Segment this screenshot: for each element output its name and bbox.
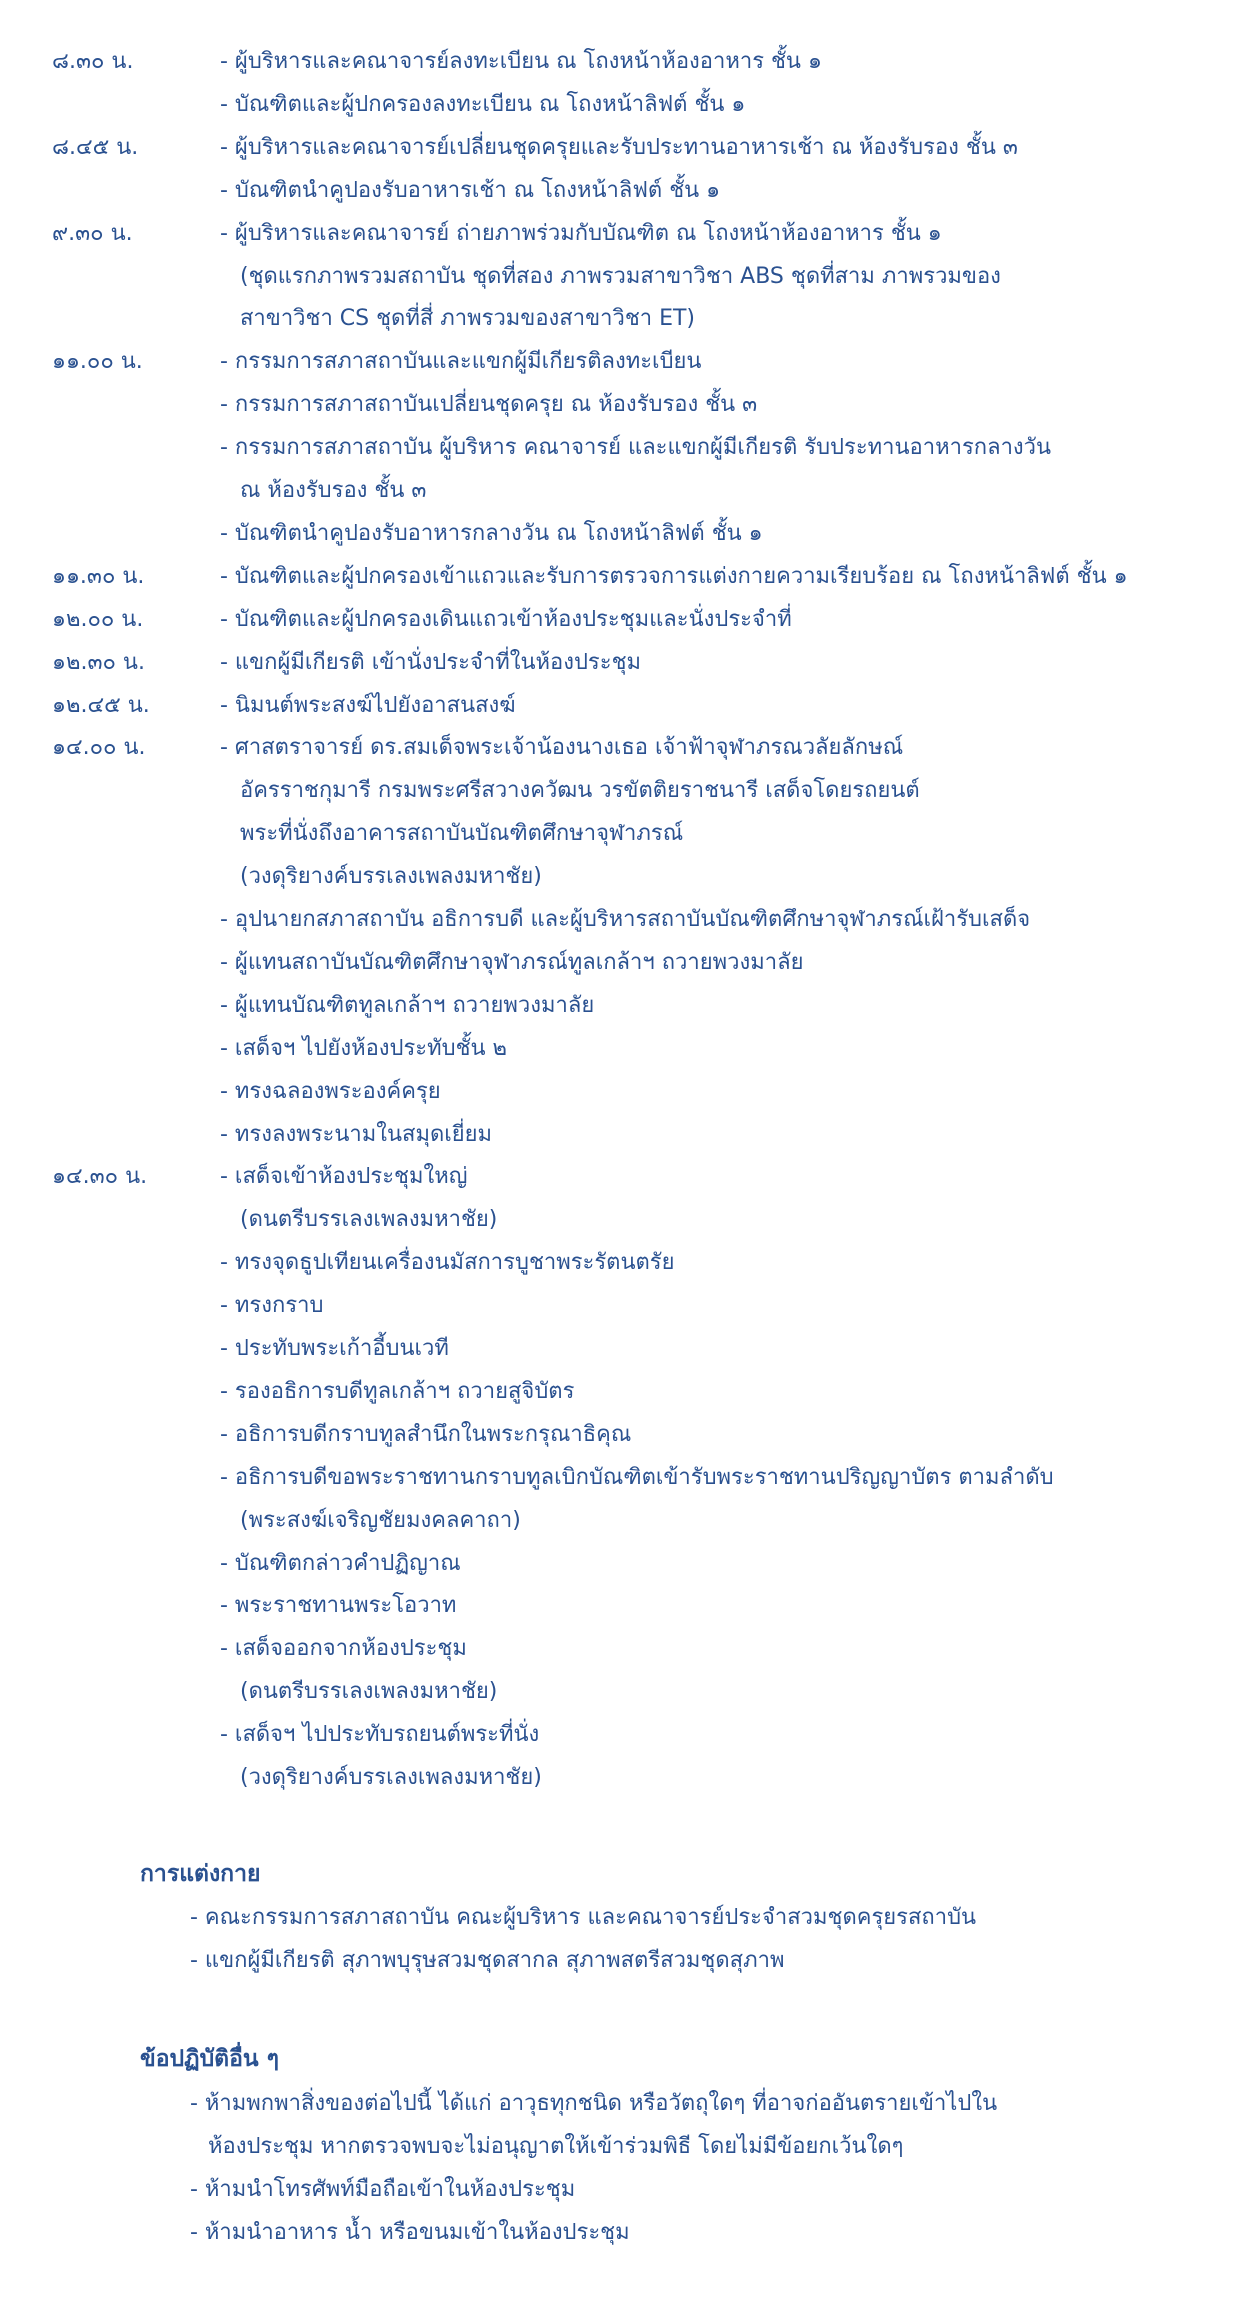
schedule-item-text: - เสด็จเข้าห้องประชุมใหญ่	[220, 1164, 468, 1190]
schedule-row	[0, 383, 1246, 426]
schedule-row	[0, 1284, 1246, 1327]
schedule-item-text: - ผู้บริหารและคณาจารย์ลงทะเบียน ณ โถงหน้าห้องอาหาร ชั้น ๑	[220, 49, 822, 74]
schedule-row	[0, 1670, 1246, 1713]
schedule-item-text: - ประทับพระเก้าอี้บนเวที	[220, 1336, 449, 1361]
schedule-item-text: - เสด็จออกจากห้องประชุม	[220, 1636, 467, 1662]
schedule-row	[0, 469, 1246, 512]
schedule-row	[0, 555, 1246, 598]
rules-item-text: - ห้ามนำโทรศัพท์มือถือเข้าในห้องประชุม	[190, 2176, 576, 2202]
schedule-time: ๘.๓๐ น.	[52, 49, 134, 74]
attire-item-text: - แขกผู้มีเกียรติ สุภาพบุรุษสวมชุดสากล สุภาพสตรีสวมชุดสุภาพ	[190, 1947, 785, 1973]
schedule-row	[0, 1499, 1246, 1542]
rules-heading: ข้อปฏิบัติอื่น ๆ	[140, 2046, 280, 2072]
schedule-item-text: - พระราชทานพระโอวาท	[220, 1593, 457, 1619]
schedule-row	[0, 598, 1246, 641]
schedule-item-text: - นิมนต์พระสงฆ์ไปยังอาสนสงฆ์	[220, 692, 516, 718]
schedule-item-text: - อธิการบดีกราบทูลสำนึกในพระกรุณาธิคุณ	[220, 1421, 632, 1447]
schedule-continuation-text: (ดนตรีบรรเลงเพลงมหาชัย)	[240, 1679, 498, 1705]
schedule-item-text: - ผู้แทนสถาบันบัณฑิตศึกษาจุฬาภรณ์ทูลเกล้าฯ ถวายพวงมาลัย	[220, 949, 804, 975]
schedule-continuation-text: (วงดุริยางค์บรรเลงเพลงมหาชัย)	[240, 1765, 542, 1790]
schedule-row	[0, 426, 1246, 469]
schedule-continuation-text: (พระสงฆ์เจริญชัยมงคลคาถา)	[240, 1507, 521, 1533]
schedule-item-text: - ผู้แทนบัณฑิตทูลเกล้าฯ ถวายพวงมาลัย	[220, 992, 595, 1018]
schedule-time: ๑๔.๓๐ น.	[52, 1164, 148, 1190]
schedule-row	[0, 1756, 1246, 1799]
schedule-row	[0, 984, 1246, 1027]
schedule-item-text: - กรรมการสภาสถาบัน ผู้บริหาร คณาจารย์ และแขกผู้มีเกียรติ รับประทานอาหารกลางวัน	[220, 435, 1052, 461]
schedule-continuation-text: (วงดุริยางค์บรรเลงเพลงมหาชัย)	[240, 864, 542, 890]
schedule-row	[0, 169, 1246, 212]
schedule-row	[0, 1713, 1246, 1756]
attire-heading: การแต่งกาย	[140, 1861, 261, 1887]
attire-row	[0, 1939, 1246, 1982]
schedule-row	[0, 898, 1246, 941]
rules-row	[0, 2168, 1246, 2211]
schedule-time: ๑๑.๐๐ น.	[52, 349, 143, 375]
rules-row	[0, 2125, 1246, 2168]
schedule-item-text: - บัณฑิตนำคูปองรับอาหารเช้า ณ โถงหน้าลิฟต์ ชั้น ๑	[220, 177, 721, 203]
schedule-item-text: - เสด็จฯ ไปยังห้องประทับชั้น ๒	[220, 1035, 508, 1061]
schedule-item-text: - ศาสตราจารย์ ดร.สมเด็จพระเจ้าน้องนางเธอ เจ้าฟ้าจุฬาภรณวลัยลักษณ์	[220, 735, 904, 761]
schedule-item-text: - ผู้บริหารและคณาจารย์ ถ่ายภาพร่วมกับบัณฑิต ณ โถงหน้าห้องอาหาร ชั้น ๑	[220, 220, 942, 246]
schedule-continuation-text: พระที่นั่งถึงอาคารสถาบันบัณฑิตศึกษาจุฬาภรณ์	[240, 821, 684, 847]
schedule-row	[0, 641, 1246, 684]
schedule-item-text: - บัณฑิตและผู้ปกครองเดินแถวเข้าห้องประชุมและนั่งประจำที่	[220, 606, 792, 632]
attire-item-text: - คณะกรรมการสภาสถาบัน คณะผู้บริหาร และคณาจารย์ประจำสวมชุดครุยรสถาบัน	[190, 1905, 977, 1930]
schedule-row	[0, 126, 1246, 169]
rules-item-text: ห้องประชุม หากตรวจพบจะไม่อนุญาตให้เข้าร่วมพิธี โดยไม่มีข้อยกเว้นใดๆ	[208, 2133, 904, 2159]
schedule-item-text: - อธิการบดีขอพระราชทานกราบทูลเบิกบัณฑิตเข้ารับพระราชทานปริญญาบัตร ตามลำดับ	[220, 1464, 1054, 1490]
schedule-row	[0, 855, 1246, 898]
schedule-row	[0, 255, 1246, 298]
schedule-row	[0, 512, 1246, 555]
rules-item-text: - ห้ามนำอาหาร น้ำ หรือขนมเข้าในห้องประชุม	[190, 2219, 630, 2245]
rules-row	[0, 2082, 1246, 2125]
schedule-item-text: - เสด็จฯ ไปประทับรถยนต์พระที่นั่ง	[220, 1722, 540, 1748]
schedule-row	[0, 1584, 1246, 1627]
schedule-row	[0, 1456, 1246, 1499]
schedule-time: ๑๑.๓๐ น.	[52, 563, 145, 589]
schedule-item-text: - ทรงจุดธูปเทียนเครื่องนมัสการบูชาพระรัตนตรัย	[220, 1250, 675, 1276]
schedule-item-text: - อุปนายกสภาสถาบัน อธิการบดี และผู้บริหารสถาบันบัณฑิตศึกษาจุฬาภรณ์เฝ้ารับเสด็จ	[220, 907, 1031, 932]
schedule-continuation-text: (ดนตรีบรรเลงเพลงมหาชัย)	[240, 1207, 498, 1233]
schedule-time: ๑๒.๓๐ น.	[52, 649, 145, 675]
schedule-item-text: - ทรงกราบ	[220, 1293, 324, 1319]
attire-row	[0, 1896, 1246, 1939]
schedule-row	[0, 726, 1246, 769]
schedule-row	[0, 684, 1246, 727]
schedule-item-text: - ผู้บริหารและคณาจารย์เปลี่ยนชุดครุยและรับประทานอาหารเช้า ณ ห้องรับรอง ชั้น ๓	[220, 134, 1018, 160]
schedule-item-text: - แขกผู้มีเกียรติ เข้านั่งประจำที่ในห้องประชุม	[220, 649, 641, 675]
schedule-row	[0, 812, 1246, 855]
schedule-row	[0, 212, 1246, 255]
schedule-row	[0, 340, 1246, 383]
schedule-item-text: - บัณฑิตและผู้ปกครองเข้าแถวและรับการตรวจการแต่งกายความเรียบร้อย ณ โถงหน้าลิฟต์ ชั้น ๑	[220, 563, 1128, 589]
schedule-continuation-text: (ชุดแรกภาพรวมสถาบัน ชุดที่สอง ภาพรวมสาขาวิชา ABS ชุดที่สาม ภาพรวมของ	[240, 263, 1001, 289]
schedule-row	[0, 769, 1246, 812]
schedule-continuation-text: สาขาวิชา CS ชุดที่สี่ ภาพรวมของสาขาวิชา ET)	[240, 306, 696, 332]
schedule-row	[0, 1627, 1246, 1670]
schedule-item-text: - กรรมการสภาสถาบันเปลี่ยนชุดครุย ณ ห้องรับรอง ชั้น ๓	[220, 392, 758, 418]
schedule-time: ๑๒.๐๐ น.	[52, 606, 144, 632]
rules-row	[0, 2211, 1246, 2254]
schedule-row	[0, 1155, 1246, 1198]
schedule-row	[0, 1070, 1246, 1113]
schedule-row	[0, 83, 1246, 126]
schedule-row	[0, 40, 1246, 83]
schedule-continuation-text: อัครราชกุมารี กรมพระศรีสวางควัฒน วรขัตติยราชนารี เสด็จโดยรถยนต์	[240, 778, 920, 804]
schedule-row	[0, 1327, 1246, 1370]
schedule-time: ๑๔.๐๐ น.	[52, 735, 146, 761]
schedule-time: ๑๒.๔๕ น.	[52, 692, 150, 718]
schedule-item-text: - กรรมการสภาสถาบันและแขกผู้มีเกียรติลงทะเบียน	[220, 349, 702, 375]
schedule-item-text: - ทรงฉลองพระองค์ครุย	[220, 1078, 441, 1104]
schedule-item-text: - บัณฑิตนำคูปองรับอาหารกลางวัน ณ โถงหน้าลิฟต์ ชั้น ๑	[220, 520, 763, 546]
schedule-row	[0, 1542, 1246, 1585]
schedule-row	[0, 1027, 1246, 1070]
schedule-row	[0, 1370, 1246, 1413]
schedule-item-text: - บัณฑิตและผู้ปกครองลงทะเบียน ณ โถงหน้าลิฟต์ ชั้น ๑	[220, 91, 746, 117]
schedule-row	[0, 941, 1246, 984]
schedule-row	[0, 1241, 1246, 1284]
schedule-item-text: - รองอธิการบดีทูลเกล้าฯ ถวายสูจิบัตร	[220, 1378, 575, 1404]
schedule-row	[0, 1198, 1246, 1241]
schedule-item-text: - ทรงลงพระนามในสมุดเยี่ยม	[220, 1121, 493, 1147]
schedule-time: ๙.๓๐ น.	[52, 220, 133, 246]
schedule-time: ๘.๔๕ น.	[52, 134, 139, 160]
schedule-continuation-text: ณ ห้องรับรอง ชั้น ๓	[240, 478, 427, 503]
rules-item-text: - ห้ามพกพาสิ่งของต่อไปนี้ ได้แก่ อาวุธทุกชนิด หรือวัตถุใดๆ ที่อาจก่ออันตรายเข้าไปใน	[190, 2091, 998, 2116]
schedule-row	[0, 297, 1246, 340]
schedule-item-text: - บัณฑิตกล่าวคำปฏิญาณ	[220, 1550, 461, 1576]
schedule-row	[0, 1113, 1246, 1156]
schedule-row	[0, 1413, 1246, 1456]
